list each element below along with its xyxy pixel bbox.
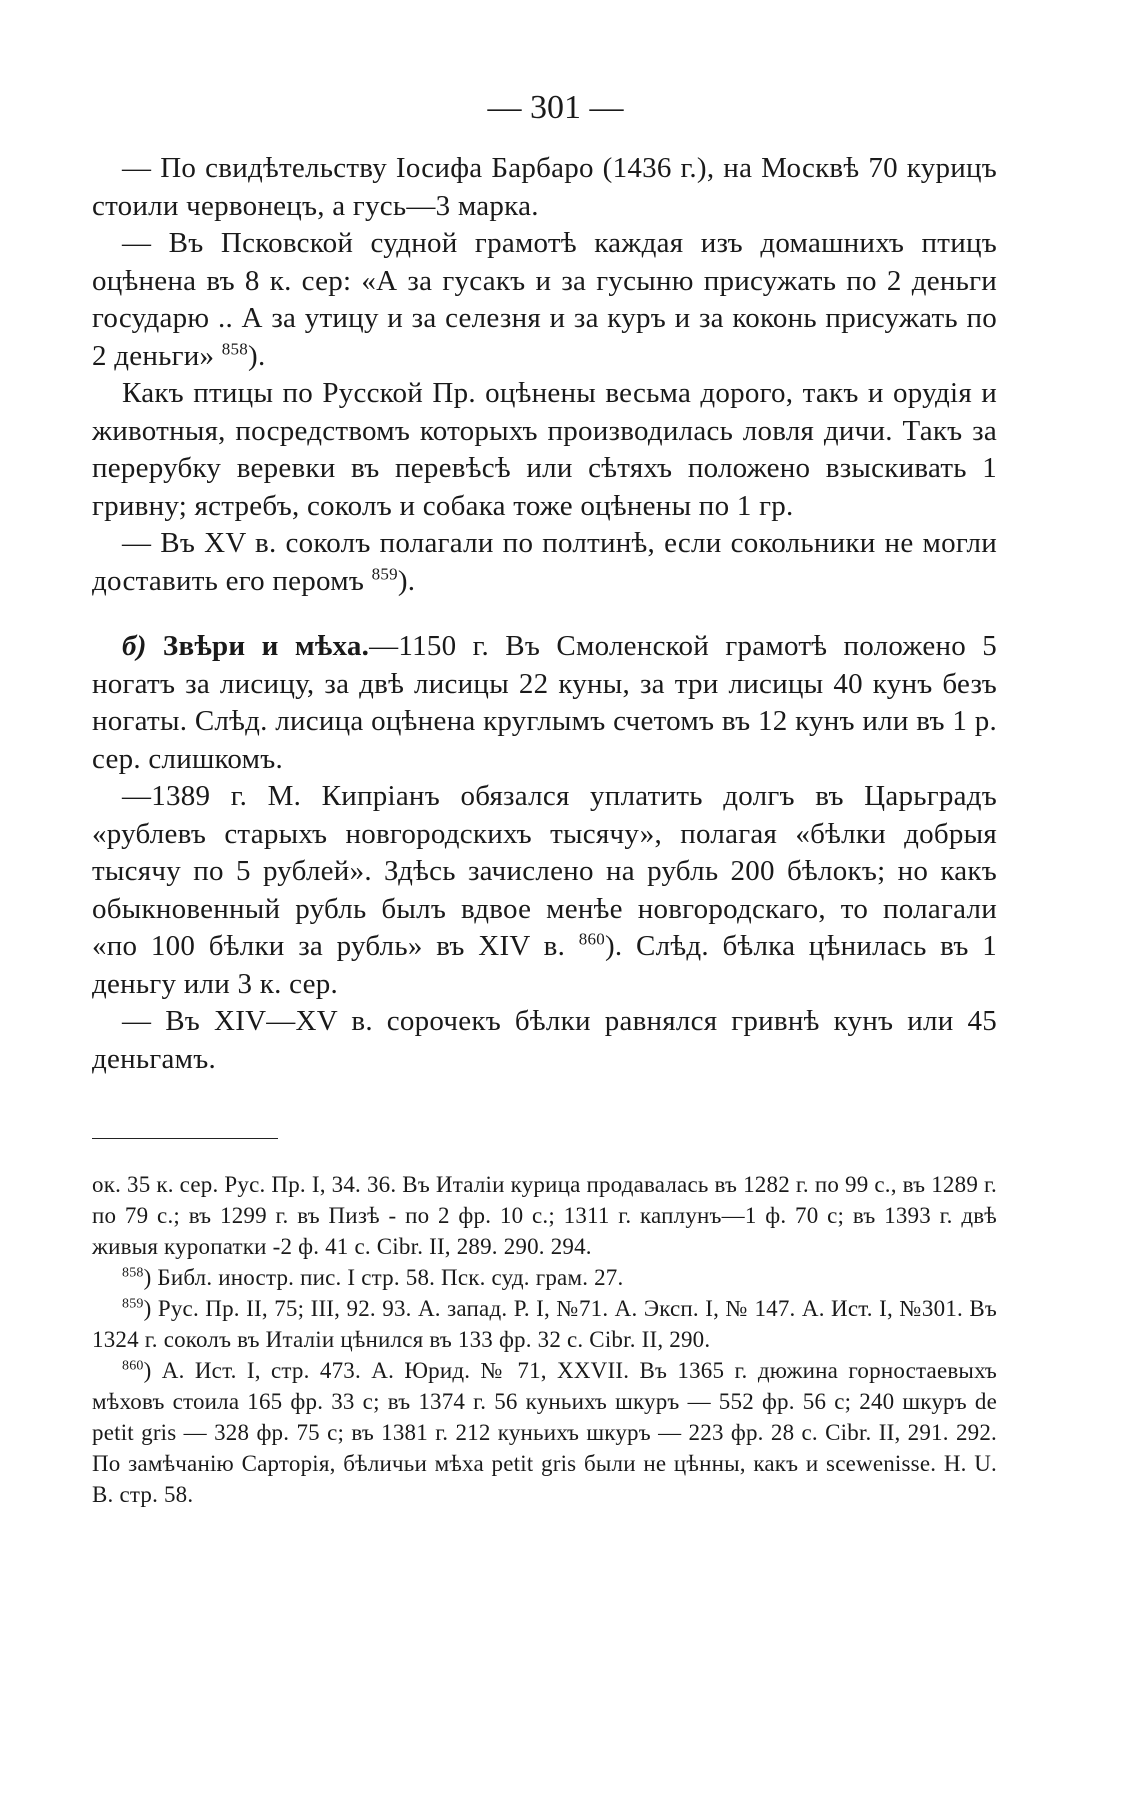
paragraph-kiprian-debt: —1389 г. М. Кипріанъ обязался уплатить долгъ въ Царьградъ «рублевъ старыхъ новгородскихъ тысячу», полагая «бѣлки добрыя тысячу по 5 рублей». Здѣсь зачислено на рубль 200 бѣлокъ; но какъ обыкновенный рубль былъ вдвое менѣе новгородскаго, то полагали «по 100 бѣлки за рубль» въ XIV в. $^{860}$). Слѣд. бѣлка цѣнилась въ 1 деньгу или 3 к. сер.: [92, 780, 997, 1000]
paragraph-beasts-furs: б) Звѣри и мѣха.—1150 г. Въ Смоленской грамотѣ положено 5 ногатъ за лисицу, за двѣ лисицы 22 куны, за три лисицы 40 кунъ безъ ногаты. Слѣд. лисица оцѣнена круглымъ счетомъ въ 12 кунъ или въ 1 р. сер. слишкомъ.: [92, 630, 997, 775]
paragraph-barbaro: — По свидѣтельству Іосифа Барбаро (1436 г.), на Москвѣ 70 курицъ стоили червонецъ, а гусь—3 марка.: [92, 152, 997, 222]
section-heading: б) Звѣри и мѣха.: [122, 630, 370, 662]
paragraph-hunting-tools: Какъ птицы по Русской Пр. оцѣнены весьма дорого, такъ и орудія и животныя, посредствомъ которыхъ производилась ловля дичи. Такъ за перерубку веревки въ перевѣсѣ или сѣтяхъ положено взыскивать 1 гривну; ястребъ, соколъ и собака тоже оцѣнены по 1 гр.: [92, 377, 997, 522]
book-page: [92, 88, 997, 1768]
footnote-continued: ок. 35 к. сер. Рус. Пр. I, 34. 36. Въ Италіи курица продавалась въ 1282 г. по 99 с., въ 1289 г. по 79 с.; въ 1299 г. въ Пизѣ - по 2 фр. 10 с.; 1311 г. каплунъ—1 ф. 70 с; въ 1393 г. двѣ живыя куропатки -2 ф. 41 с. Cibr. II, 289. 290. 294.: [92, 1172, 997, 1259]
footnote-divider: [92, 1138, 278, 1139]
footnote-860: $^{860}$) А. Ист. I, стр. 473. А. Юрид. № 71, XXVII. Въ 1365 г. дюжина горностаевыхъ мѣховъ стоила 165 фр. 33 с; въ 1374 г. 56 куньихъ шкуръ — 552 фр. 56 с; 240 шкуръ de petit gris — 328 фр. 75 с; въ 1381 г. 212 куньихъ шкуръ — 223 фр. 28 с. Cibr. II, 291. 292. По замѣчанію Сарторія, бѣличьи мѣха petit gris были не цѣнны, какъ и scewenisse. H. U. B. стр. 58.: [92, 1358, 997, 1507]
paragraph-sorochek: — Въ XIV—XV в. сорочекъ бѣлки равнялся гривнѣ кунъ или 45 деньгамъ.: [92, 1005, 997, 1075]
paragraph-pskov-charter: — Въ Псковской судной грамотѣ каждая изъ домашнихъ птицъ оцѣнена въ 8 к. сер: «А за гусакъ и за гусыню присужать по 2 деньги государю .. А за утицу и за селезня и за куръ и за коконь присужать по 2 деньги» $^{858}$).: [92, 227, 997, 372]
footnotes: [92, 1169, 997, 1510]
footnote-ref-858: 858: [221, 338, 249, 358]
footnote-ref-860: 860: [578, 929, 605, 949]
footnote-ref-859: 859: [371, 563, 398, 583]
page-number: — 301 —: [487, 89, 624, 126]
footnote-858: $^{858}$) Библ. иностр. пис. I стр. 58. Пск. суд. грам. 27.: [122, 1265, 624, 1290]
main-text: [92, 150, 997, 1078]
paragraph-falcon: — Въ XV в. соколъ полагали по полтинѣ, если сокольники не могли доставить его перомъ $^{859}$).: [92, 527, 997, 597]
footnote-859: $^{859}$) Рус. Пр. II, 75; III, 92. 93. А. запад. Р. I, №71. А. Эксп. I, № 147. А. Ист. I, №301. Въ 1324 г. соколъ въ Италіи цѣнился въ 133 фр. 32 с. Cibr. II, 290.: [92, 1296, 997, 1352]
